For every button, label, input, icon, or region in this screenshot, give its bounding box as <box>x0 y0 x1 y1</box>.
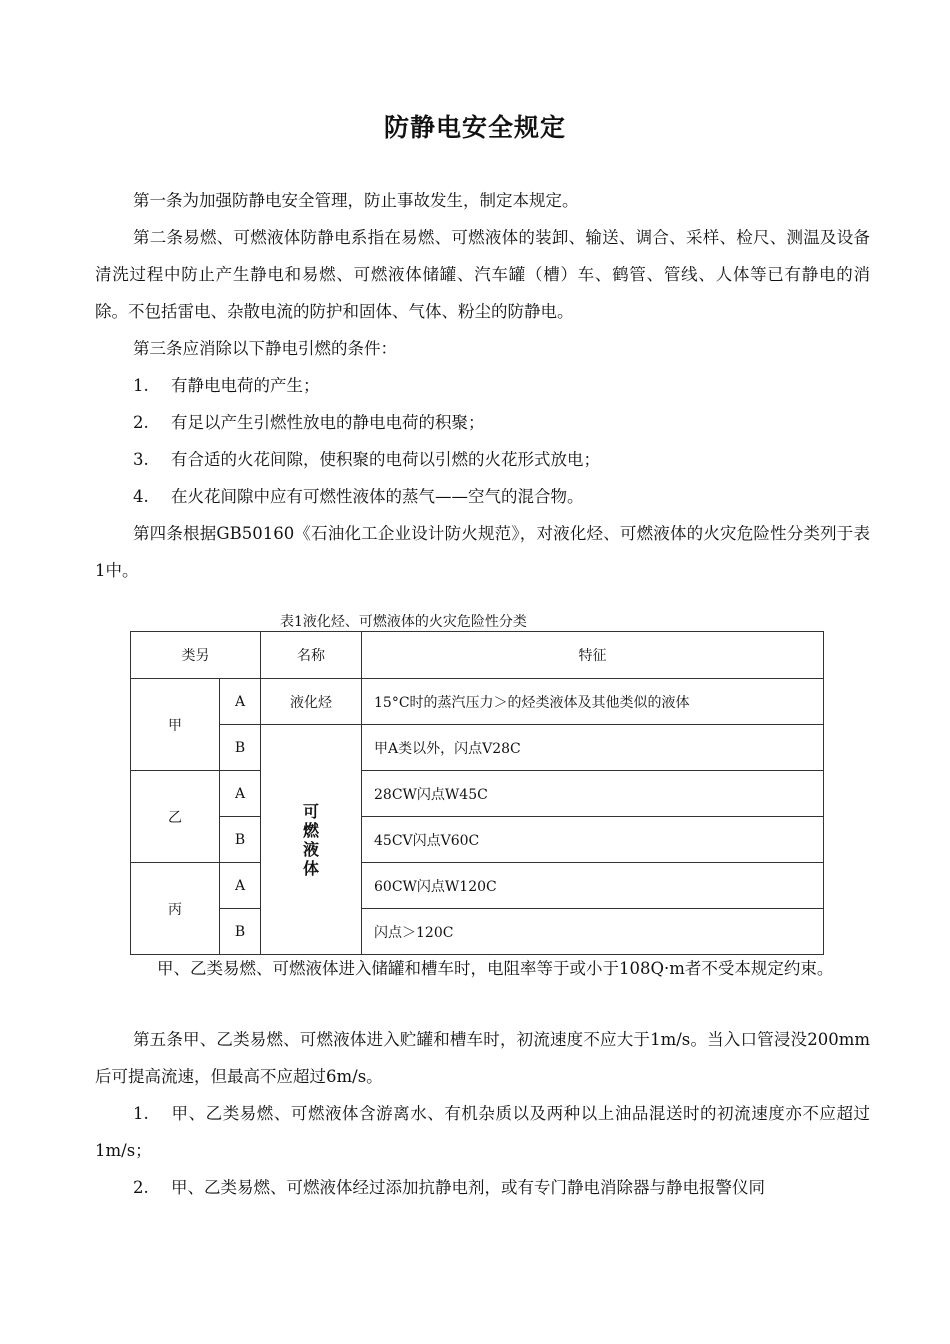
header-category: 类另 <box>131 632 261 679</box>
feature-cell: 28CW闪点W45C <box>362 771 824 817</box>
header-feature: 特征 <box>362 632 824 679</box>
condition-item <box>133 404 485 441</box>
table-row <box>131 771 824 817</box>
condition-number: 3. <box>133 450 149 469</box>
item-number: 1. <box>133 1104 149 1123</box>
feature-cell: 15°C时的蒸汽压力＞的烃类液体及其他类似的液体 <box>362 679 824 725</box>
group-bing: 丙 <box>131 863 220 955</box>
article-1: 第一条为加强防静电安全管理，防止事故发生，制定本规定。 <box>133 191 579 210</box>
article-3: 第三条应消除以下静电引燃的条件： <box>133 339 397 358</box>
sub-class-b: B <box>220 817 261 863</box>
condition-item <box>133 478 584 515</box>
article-5-item <box>95 1095 870 1169</box>
header-name: 名称 <box>261 632 362 679</box>
sub-class-b: B <box>220 725 261 771</box>
condition-item <box>133 367 320 404</box>
condition-text: 有静电电荷的产生； <box>171 376 320 395</box>
sub-class-a: A <box>220 863 261 909</box>
sub-class-b: B <box>220 909 261 955</box>
condition-text: 有足以产生引燃性放电的静电电荷的积聚； <box>171 413 485 432</box>
feature-cell: 60CW闪点W120C <box>362 863 824 909</box>
flammable-liquid-label: 可燃液体 <box>302 801 319 878</box>
condition-text: 在火花间隙中应有可燃性液体的蒸气——空气的混合物。 <box>171 487 584 506</box>
condition-item <box>133 441 600 478</box>
condition-number: 4. <box>133 487 149 506</box>
table-caption: 表1液化烃、可燃液体的火灾危险性分类 <box>280 614 527 630</box>
condition-number: 1. <box>133 376 149 395</box>
sub-class-a: A <box>220 771 261 817</box>
feature-cell: 45CV闪点V60C <box>362 817 824 863</box>
resistivity-note: 甲、乙类易燃、可燃液体进入储罐和槽车时，电阻率等于或小于108Q·m者不受本规定约束。 <box>157 959 834 978</box>
hazard-classification-table <box>130 631 824 955</box>
condition-text: 有合适的火花间隙，使积聚的电荷以引燃的火花形式放电； <box>171 450 600 469</box>
table-row <box>131 863 824 909</box>
article-5: 第五条甲、乙类易燃、可燃液体进入贮罐和槽车时，初流速度不应大于1m/s。当入口管浸没200mm后可提高流速，但最高不应超过6m/s。 <box>95 1030 870 1086</box>
feature-cell: 甲A类以外，闪点V28C <box>362 725 824 771</box>
name-lpg: 液化烃 <box>261 679 362 725</box>
table-row <box>131 817 824 863</box>
table-row <box>131 909 824 955</box>
article-4: 第四条根据GB50160《石油化工企业设计防火规范》，对液化烃、可燃液体的火灾危险性分类列于表1中。 <box>95 524 870 580</box>
table-row <box>131 679 824 725</box>
page-title: 防静电安全规定 <box>383 113 566 142</box>
table-header-row <box>131 632 824 679</box>
item-text: 甲、乙类易燃、可燃液体含游离水、有机杂质以及两种以上油品混送时的初流速度亦不应超过1m/s； <box>95 1104 870 1160</box>
group-jia: 甲 <box>131 679 220 771</box>
group-yi: 乙 <box>131 771 220 863</box>
item-number: 2. <box>133 1178 149 1197</box>
table-row <box>131 725 824 771</box>
condition-number: 2. <box>133 413 149 432</box>
feature-cell: 闪点＞120C <box>362 909 824 955</box>
sub-class-a: A <box>220 679 261 725</box>
article-2: 第二条易燃、可燃液体防静电系指在易燃、可燃液体的装卸、输送、调合、采样、检尺、测温及设备清洗过程中防止产生静电和易燃、可燃液体储罐、汽车罐（槽）车、鹤管、管线、人体等已有静电的消除。不包括雷电、杂散电流的防护和固体、气体、粉尘的防静电。 <box>95 228 870 321</box>
article-5-item <box>95 1169 870 1206</box>
name-flammable-liquid <box>261 725 362 955</box>
item-text: 甲、乙类易燃、可燃液体经过添加抗静电剂，或有专门静电消除器与静电报警仪同 <box>171 1178 765 1197</box>
